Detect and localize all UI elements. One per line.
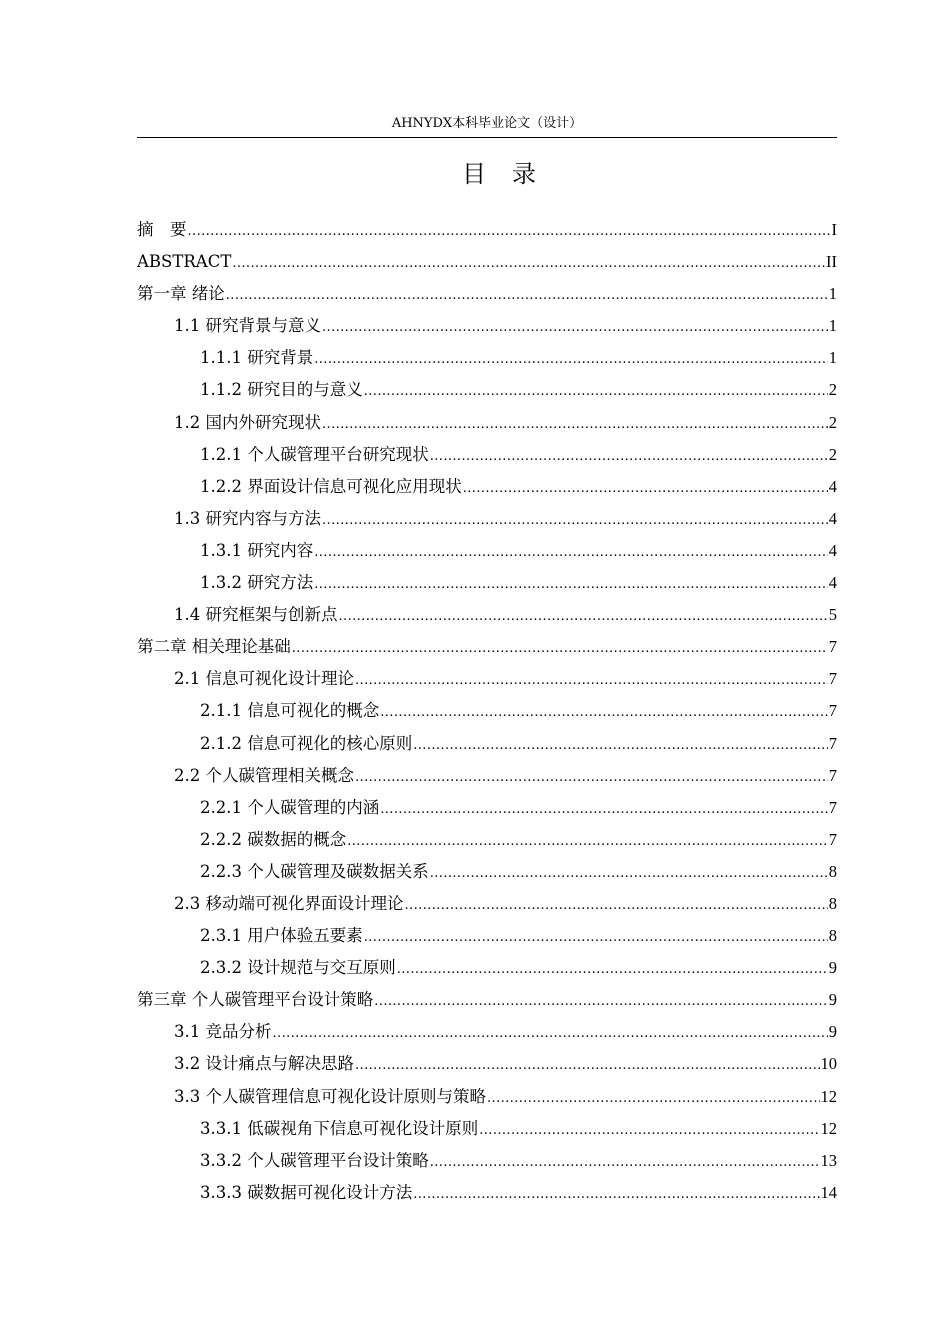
toc-entry[interactable]: [137, 1177, 837, 1209]
toc-entry[interactable]: [137, 792, 837, 824]
toc-entry-label: 第三章 个人碳管理平台设计策略: [137, 990, 374, 1010]
toc-entry-label: 1.2 国内外研究现状: [174, 412, 321, 432]
dot-leader: [347, 824, 828, 858]
toc-entry-label: 摘 要: [137, 220, 187, 239]
toc-entry-label: 3.3.1 低碳视角下信息可视化设计原则: [200, 1118, 479, 1138]
toc-entry-page: 4: [828, 476, 837, 496]
toc-entry[interactable]: [137, 824, 837, 856]
dot-leader: [322, 503, 828, 537]
toc-entry-page: 9: [828, 958, 837, 978]
dot-leader: [413, 728, 828, 762]
dot-leader: [380, 695, 828, 729]
toc-entry-label: 3.3 个人碳管理信息可视化设计原则与策略: [174, 1086, 486, 1106]
dot-leader: [355, 1048, 820, 1082]
toc-entry[interactable]: [137, 278, 837, 310]
toc-entry-page: 2: [828, 412, 837, 432]
dot-leader: [380, 792, 828, 826]
toc-entry-label: 2.2.3 个人碳管理及碳数据关系: [200, 861, 429, 881]
toc-entry-page: 7: [828, 797, 837, 817]
dot-leader: [487, 1081, 820, 1115]
toc-entry-page: 1: [828, 348, 837, 368]
dot-leader: [226, 278, 828, 312]
toc-entry-page: 4: [828, 573, 837, 593]
toc-entry-page: 7: [828, 829, 837, 849]
toc-entry-label: 1.3.2 研究方法: [200, 573, 314, 593]
dot-leader: [430, 856, 828, 890]
dot-leader: [405, 888, 828, 922]
toc-entry-label: 1.1 研究背景与意义: [174, 316, 321, 336]
toc-entry-page: I: [831, 220, 837, 239]
toc-entry[interactable]: [137, 246, 837, 278]
toc-entry-page: 8: [828, 861, 837, 881]
toc-entry-label: 第一章 绪论: [137, 284, 225, 304]
toc-entry-page: 5: [828, 605, 837, 625]
toc-entry-page: 7: [828, 637, 837, 657]
toc-entry-page: 9: [828, 1022, 837, 1042]
dot-leader: [273, 1016, 828, 1050]
header-rule: [137, 137, 837, 138]
dot-leader: [314, 567, 828, 601]
toc-entry-page: 4: [828, 540, 837, 560]
toc-entry[interactable]: [137, 1113, 837, 1145]
toc-entry-label: 1.1.2 研究目的与意义: [200, 380, 363, 400]
toc-entry[interactable]: [137, 407, 837, 439]
toc-entry-page: 2: [828, 380, 837, 400]
dot-leader: [322, 310, 828, 344]
toc-entry-page: 12: [820, 1086, 837, 1106]
toc-entry[interactable]: [137, 888, 837, 920]
running-header: AHNYDX本科毕业论文（设计）: [391, 116, 583, 131]
dot-leader: [339, 599, 828, 633]
toc-entry-page: 7: [828, 701, 837, 721]
toc-entry-label: 3.1 竞品分析: [174, 1022, 272, 1042]
toc-entry[interactable]: [137, 728, 837, 760]
toc-entry-label: 1.3.1 研究内容: [200, 540, 314, 560]
toc-entry-page: 7: [828, 669, 837, 689]
toc-entry-label: 3.3.2 个人碳管理平台设计策略: [200, 1150, 429, 1170]
toc-entry-page: II: [826, 252, 837, 272]
toc-entry[interactable]: [137, 1145, 837, 1177]
toc-entry-label: 2.2 个人碳管理相关概念: [174, 765, 354, 785]
toc-entry-label: 2.3.2 设计规范与交互原则: [200, 958, 396, 978]
toc-entry-label: 3.2 设计痛点与解决思路: [174, 1054, 354, 1074]
toc-entry-page: 1: [828, 284, 837, 304]
toc-entry[interactable]: [137, 695, 837, 727]
dot-leader: [314, 535, 828, 569]
toc-entry-label: 2.1.2 信息可视化的核心原则: [200, 733, 413, 753]
toc-entry[interactable]: [137, 214, 837, 246]
dot-leader: [463, 471, 828, 505]
dot-leader: [314, 342, 828, 376]
dot-leader: [364, 374, 828, 408]
dot-leader: [364, 920, 828, 954]
dot-leader: [188, 214, 831, 248]
toc-entry-label: 2.1 信息可视化设计理论: [174, 669, 354, 689]
toc-entry[interactable]: [137, 1048, 837, 1080]
toc-entry-label: 1.2.1 个人碳管理平台研究现状: [200, 444, 429, 464]
toc-entry[interactable]: [137, 856, 837, 888]
toc-entry-label: ABSTRACT: [137, 252, 232, 272]
toc-entry[interactable]: [137, 952, 837, 984]
toc-entry[interactable]: [137, 1081, 837, 1113]
toc-entry-page: 14: [820, 1182, 837, 1202]
dot-leader: [355, 663, 828, 697]
toc-entry[interactable]: [137, 984, 837, 1016]
toc-entry[interactable]: [137, 535, 837, 567]
toc-entry-label: 2.3 移动端可视化界面设计理论: [174, 893, 404, 913]
toc-entry-label: 1.3 研究内容与方法: [174, 508, 321, 528]
table-of-contents: [137, 214, 837, 1209]
dot-leader: [430, 1145, 820, 1179]
toc-entry-page: 7: [828, 733, 837, 753]
dot-leader: [232, 246, 825, 280]
toc-entry-label: 2.2.1 个人碳管理的内涵: [200, 797, 380, 817]
toc-entry-label: 1.1.1 研究背景: [200, 348, 314, 368]
toc-entry-page: 4: [828, 508, 837, 528]
dot-leader: [397, 952, 828, 986]
toc-entry-label: 第二章 相关理论基础: [137, 637, 291, 657]
toc-entry[interactable]: [137, 631, 837, 663]
toc-entry-page: 7: [828, 765, 837, 785]
toc-entry-page: 2: [828, 444, 837, 464]
toc-title: 目录: [462, 160, 562, 188]
toc-entry[interactable]: [137, 1016, 837, 1048]
dot-leader: [479, 1113, 819, 1147]
toc-entry-label: 1.4 研究框架与创新点: [174, 605, 338, 625]
toc-entry-page: 12: [820, 1118, 837, 1138]
toc-entry-page: 10: [820, 1054, 837, 1074]
toc-entry[interactable]: [137, 920, 837, 952]
toc-entry[interactable]: [137, 663, 837, 695]
toc-entry-page: 13: [820, 1150, 837, 1170]
toc-entry-page: 9: [828, 990, 837, 1010]
dot-leader: [413, 1177, 819, 1211]
dot-leader: [430, 439, 828, 473]
dot-leader: [374, 984, 828, 1018]
toc-entry-page: 8: [828, 926, 837, 946]
toc-entry[interactable]: [137, 374, 837, 406]
toc-entry[interactable]: [137, 503, 837, 535]
toc-entry-page: 8: [828, 893, 837, 913]
toc-entry[interactable]: [137, 567, 837, 599]
toc-entry-label: 2.3.1 用户体验五要素: [200, 926, 363, 946]
toc-entry[interactable]: [137, 310, 837, 342]
dot-leader: [292, 631, 828, 665]
toc-entry-label: 2.1.1 信息可视化的概念: [200, 701, 380, 721]
toc-entry[interactable]: [137, 760, 837, 792]
toc-entry-label: 3.3.3 碳数据可视化设计方法: [200, 1182, 413, 1202]
toc-entry[interactable]: [137, 471, 837, 503]
toc-entry-label: 2.2.2 碳数据的概念: [200, 829, 347, 849]
toc-entry[interactable]: [137, 439, 837, 471]
toc-entry-label: 1.2.2 界面设计信息可视化应用现状: [200, 476, 462, 496]
dot-leader: [322, 407, 828, 441]
toc-entry-page: 1: [828, 316, 837, 336]
toc-entry[interactable]: [137, 342, 837, 374]
toc-entry[interactable]: [137, 599, 837, 631]
dot-leader: [355, 760, 828, 794]
